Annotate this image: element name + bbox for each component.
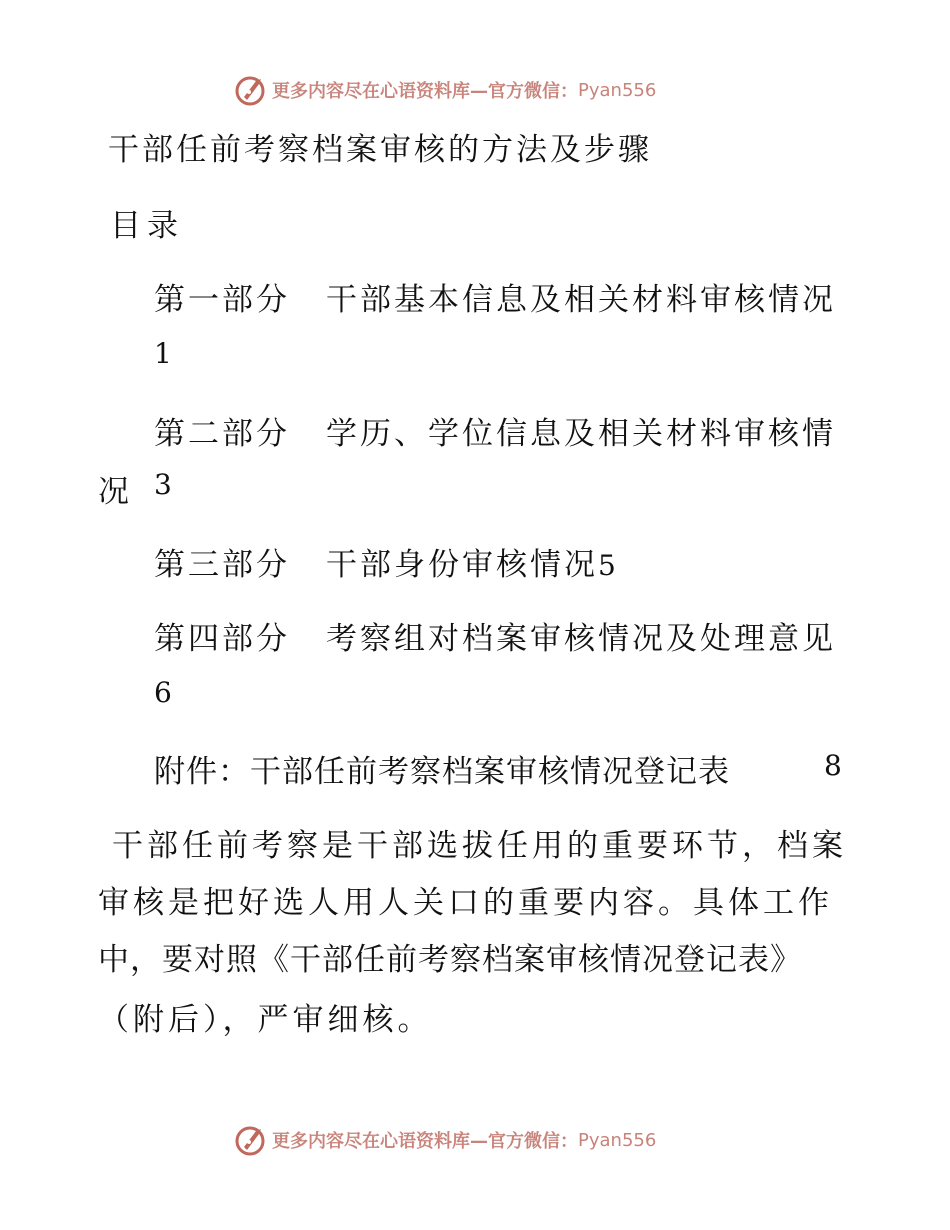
pen-nib-circle-icon [234,1123,268,1157]
document-title: 干部任前考察档案审核的方法及步骤 [108,132,652,168]
toc-entry-page: 3 [154,468,172,501]
paragraph-line: 审核是把好选人用人关口的重要内容。具体工作 [98,885,833,921]
toc-entry-4 [154,613,836,658]
toc-entry-page: 6 [154,676,172,709]
toc-entry-page: 1 [154,337,172,370]
toc-entry-name: 干部基本信息及相关材料审核情况 [326,282,836,318]
toc-entry-part: 第四部分 [154,621,290,657]
toc-entry-1 [154,274,836,319]
watermark-text: 更多内容尽在心语资料库—官方微信： [272,1131,578,1152]
toc-entry-2 [154,408,836,453]
toc-entry-name: 干部身份审核情况 [326,547,598,583]
watermark-text: 更多内容尽在心语资料库—官方微信： [272,81,578,102]
toc-entry-part: 第三部分 [154,547,290,583]
toc-entry-part: 第一部分 [154,282,290,318]
toc-entry-5 [154,746,730,791]
watermark-banner-bottom [234,1120,656,1160]
pen-nib-circle-icon [234,73,268,107]
toc-entry-page: 5 [598,549,616,582]
toc-heading: 目录 [110,208,184,244]
paragraph-line: 干部任前考察是干部选拔任用的重要环节，档案 [112,828,847,864]
toc-entry-part: 第二部分 [154,416,290,452]
toc-entry-3 [154,539,616,584]
toc-entry-name-cont: 况 [98,474,132,510]
watermark-wechat-id: Pyan556 [578,1129,657,1151]
paragraph-line: 中，要对照《干部任前考察档案审核情况登记表》 [98,942,802,978]
toc-entry-2-continuation [98,466,132,511]
toc-entry-part: 附件： [154,754,250,790]
toc-entry-name: 干部任前考察档案审核情况登记表 [250,754,730,790]
toc-entry-name: 学历、学位信息及相关材料审核情 [326,416,836,452]
toc-entry-name: 考察组对档案审核情况及处理意见 [326,621,836,657]
paragraph-line: （附后），严审细核。 [98,1002,433,1038]
watermark-banner-top [234,70,656,110]
watermark-wechat-id: Pyan556 [578,79,657,101]
toc-entry-page: 8 [824,749,842,782]
